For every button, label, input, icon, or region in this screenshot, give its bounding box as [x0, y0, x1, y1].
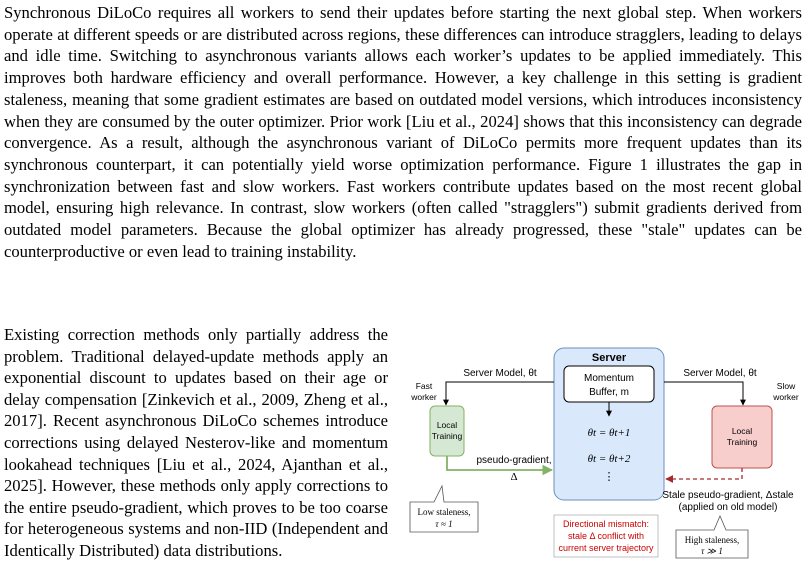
mismatch-line1: Directional mismatch:: [562, 519, 650, 529]
high-staleness-line1: High staleness,: [684, 535, 740, 545]
body-paragraph-2: Existing correction methods only partially address the problem. Traditional delayed-update methods apply an exponential discount to updates based on their age or delay compensation [Zinkevich et al., 2009, Zheng et al., 2017]. Recent asynchronous DiLoCo schemes introduce corrections using delayed Nesterov-like and momentum lookahead techniques [Liu et al., 2024, Ajanthan et al., 2025]. However, these methods only apply corrections to the entire pseudo-gradient, which proves to be too coarse for heterogeneous systems and non-IID (Independent and Identically Distributed) data distributions.: [4, 325, 388, 560]
momentum-buffer-label-line1: Momentum: [583, 373, 635, 384]
slow-worker-label-line2: worker: [773, 392, 799, 402]
pseudo-gradient-label-line1: pseudo-gradient,: [476, 455, 552, 466]
pseudo-gradient-label-line2: Δ: [510, 471, 518, 483]
stale-gradient-arrow: [666, 468, 742, 479]
stale-gradient-label-line1: Stale pseudo-gradient, Δstale: [662, 490, 794, 501]
mismatch-line2: stale Δ conflict with: [567, 531, 645, 541]
slow-worker-label-line1: Slow: [776, 381, 796, 391]
update-eq-1: θt = θt+1: [587, 427, 631, 439]
fast-worker-label-line1: Fast: [415, 381, 433, 391]
low-staleness-line1: Low staleness,: [417, 507, 471, 517]
vertical-dots: ⋮: [603, 471, 615, 483]
server-model-label-left: Server Model, θt: [463, 368, 537, 379]
momentum-buffer-label-line2: Buffer, m: [589, 387, 629, 398]
slow-local-training-line2: Training: [726, 437, 758, 447]
server-model-label-right: Server Model, θt: [683, 368, 757, 379]
server-to-slow-arrow: [664, 382, 743, 405]
async-diloco-diagram: [408, 344, 806, 584]
slow-local-training-line1: Local: [731, 426, 753, 436]
server-title: Server: [591, 352, 627, 364]
server-to-fast-arrow: [446, 382, 554, 405]
fast-worker-label-line2: worker: [411, 392, 437, 402]
low-staleness-line2: τ ≈ 1: [435, 519, 453, 529]
high-staleness-line2: τ ≫ 1: [701, 546, 723, 556]
fast-local-training-line1: Local: [436, 420, 458, 430]
figure-1: [408, 344, 806, 584]
stale-gradient-label-line2: (applied on old model): [678, 502, 778, 513]
mismatch-line3: current server trajectory: [558, 543, 654, 553]
fast-local-training-line2: Training: [431, 431, 463, 441]
body-paragraph-1: Synchronous DiLoCo requires all workers to send their updates before starting the next global step. When workers operate at different speeds or are distributed across regions, these differences can introduce stragglers, leading to delays and idle time. Switching to asynchronous variants allows each worker’s updates to be applied immediately. This improves both hardware efficiency and overall performance. However, a key challenge in this setting is gradient staleness, meaning that some gradient estimates are based on outdated model versions, which introduces inconsistency when they are consumed by the outer optimizer. Prior work [Liu et al., 2024] shows that this inconsistency can degrade convergence. As a result, although the asynchronous variant of DiLoCo permits more frequent updates than its synchronous counterpart, it can potentially yield worse optimization performance. Figure 1 illustrates the gap in synchronization between fast and slow workers. Fast workers contribute updates based on the most recent global model, ensuring high relevance. In contrast, slow workers (often called "stragglers") submit gradients derived from outdated model parameters. Because the global optimizer has already progressed, these "stale" updates can be counterproductive or even lead to training instability.: [4, 3, 802, 261]
update-eq-2: θt = θt+2: [587, 453, 631, 465]
